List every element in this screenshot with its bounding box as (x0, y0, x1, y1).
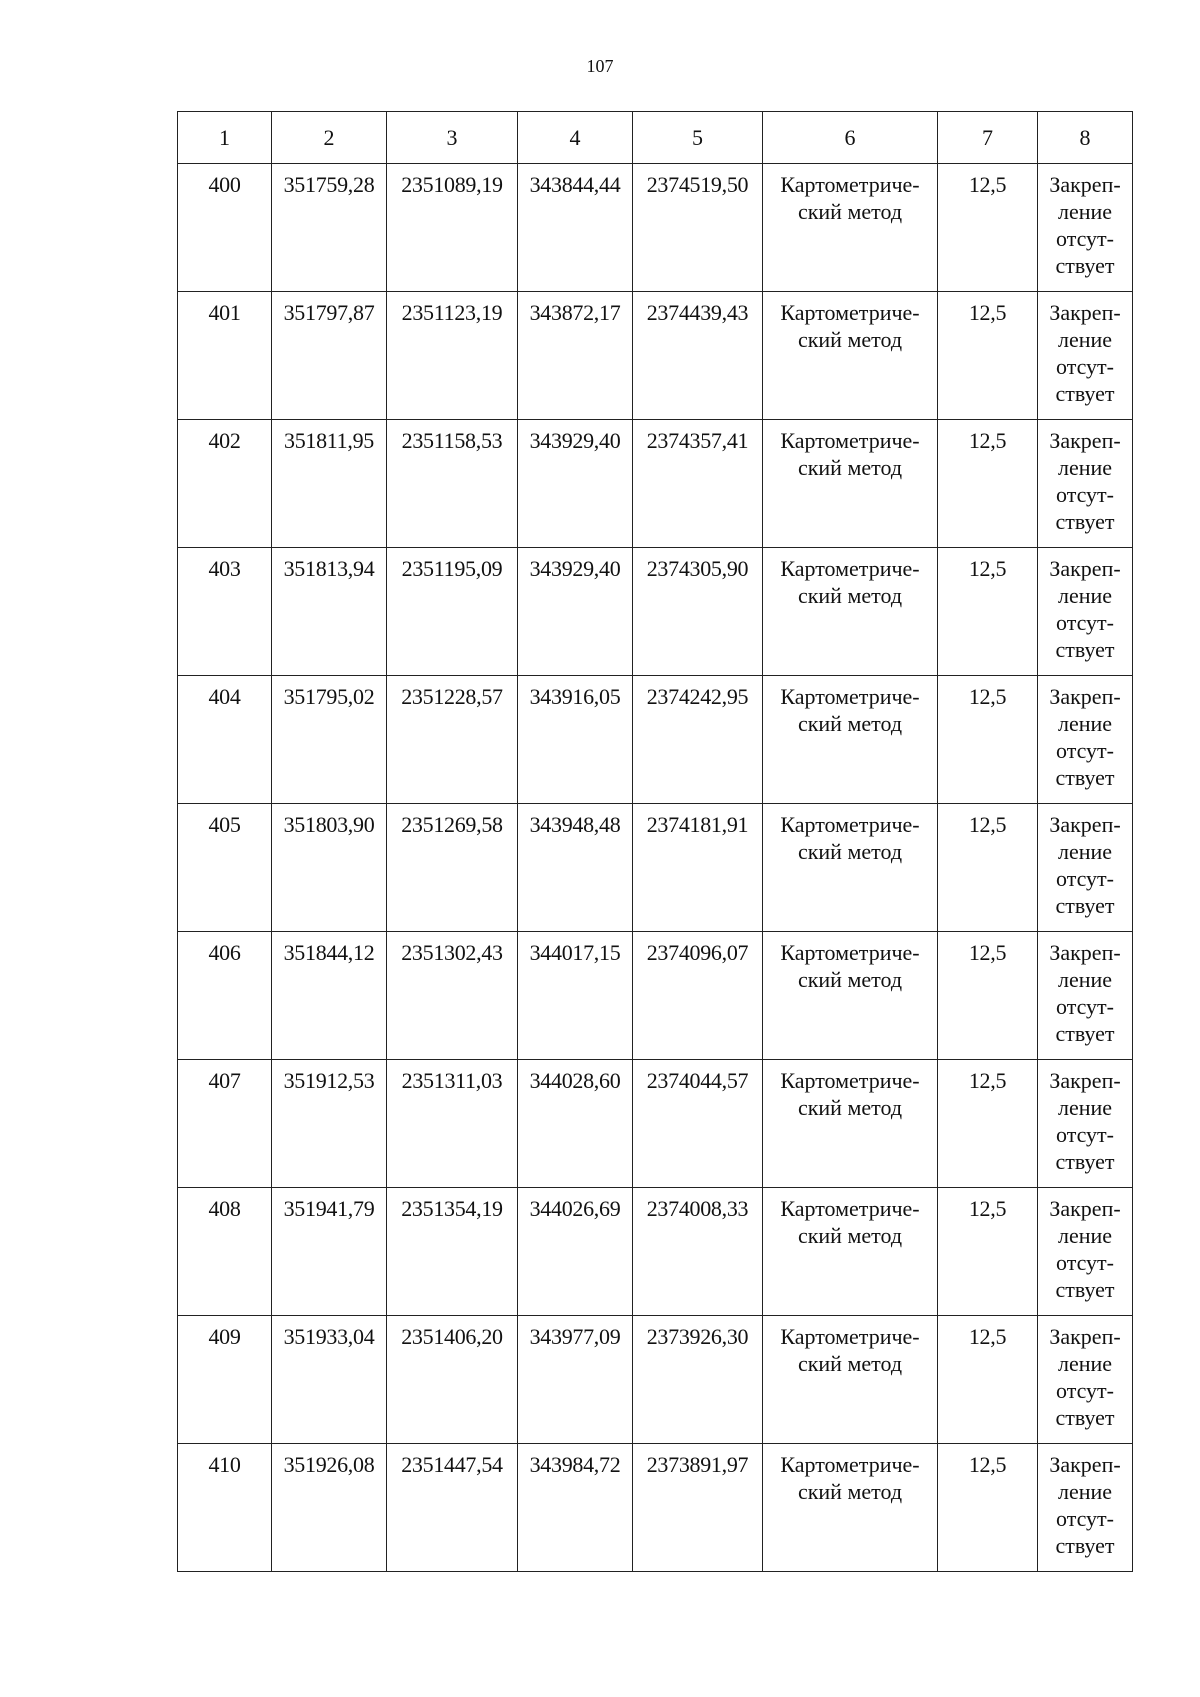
coordinate-cell-5: 2374044,57 (633, 1060, 763, 1188)
coordinate-cell-4: 343977,09 (518, 1316, 633, 1444)
coordinate-cell-5: 2374096,07 (633, 932, 763, 1060)
coordinate-cell-4: 343948,48 (518, 804, 633, 932)
fixing-cell: Закреп- ление отсут- ствует (1038, 676, 1133, 804)
coordinate-cell-2: 351926,08 (272, 1444, 387, 1572)
coordinate-cell-3: 2351406,20 (387, 1316, 518, 1444)
table-row (178, 676, 1133, 804)
coordinate-cell-2: 351933,04 (272, 1316, 387, 1444)
fixing-cell: Закреп- ление отсут- ствует (1038, 932, 1133, 1060)
method-cell: Картометриче- ский метод (763, 676, 938, 804)
coordinate-cell-5: 2374008,33 (633, 1188, 763, 1316)
fixing-cell: Закреп- ление отсут- ствует (1038, 1060, 1133, 1188)
coordinate-cell-3: 2351089,19 (387, 164, 518, 292)
coordinate-cell-3: 2351228,57 (387, 676, 518, 804)
coordinate-cell-4: 343929,40 (518, 420, 633, 548)
coordinate-cell-3: 2351311,03 (387, 1060, 518, 1188)
point-number-cell: 409 (178, 1316, 272, 1444)
coordinate-cell-4: 344026,69 (518, 1188, 633, 1316)
method-cell: Картометриче- ский метод (763, 420, 938, 548)
point-number-cell: 402 (178, 420, 272, 548)
fixing-cell: Закреп- ление отсут- ствует (1038, 804, 1133, 932)
table-row (178, 548, 1133, 676)
coordinate-cell-4: 343929,40 (518, 548, 633, 676)
point-number-cell: 407 (178, 1060, 272, 1188)
coordinate-cell-5: 2373891,97 (633, 1444, 763, 1572)
table-body (178, 164, 1133, 1572)
coordinate-cell-2: 351803,90 (272, 804, 387, 932)
header-cell-3: 3 (387, 112, 518, 164)
accuracy-cell: 12,5 (938, 420, 1038, 548)
header-cell-8: 8 (1038, 112, 1133, 164)
header-cell-1: 1 (178, 112, 272, 164)
point-number-cell: 403 (178, 548, 272, 676)
fixing-cell: Закреп- ление отсут- ствует (1038, 1188, 1133, 1316)
fixing-cell: Закреп- ление отсут- ствует (1038, 420, 1133, 548)
accuracy-cell: 12,5 (938, 164, 1038, 292)
coordinate-cell-4: 343916,05 (518, 676, 633, 804)
fixing-cell: Закреп- ление отсут- ствует (1038, 164, 1133, 292)
method-cell: Картометриче- ский метод (763, 548, 938, 676)
coordinate-cell-3: 2351195,09 (387, 548, 518, 676)
method-cell: Картометриче- ский метод (763, 804, 938, 932)
accuracy-cell: 12,5 (938, 1060, 1038, 1188)
table-row (178, 932, 1133, 1060)
accuracy-cell: 12,5 (938, 1188, 1038, 1316)
point-number-cell: 408 (178, 1188, 272, 1316)
header-cell-4: 4 (518, 112, 633, 164)
table-row (178, 1060, 1133, 1188)
coordinate-cell-3: 2351302,43 (387, 932, 518, 1060)
coordinate-cell-3: 2351158,53 (387, 420, 518, 548)
coordinate-cell-3: 2351123,19 (387, 292, 518, 420)
coordinate-cell-2: 351813,94 (272, 548, 387, 676)
accuracy-cell: 12,5 (938, 1316, 1038, 1444)
coordinate-cell-3: 2351269,58 (387, 804, 518, 932)
accuracy-cell: 12,5 (938, 1444, 1038, 1572)
coordinates-table (177, 111, 1133, 1572)
table-row (178, 1316, 1133, 1444)
method-cell: Картометриче- ский метод (763, 1316, 938, 1444)
coordinate-cell-5: 2374305,90 (633, 548, 763, 676)
coordinate-cell-2: 351795,02 (272, 676, 387, 804)
coordinate-cell-2: 351797,87 (272, 292, 387, 420)
coordinate-cell-2: 351811,95 (272, 420, 387, 548)
header-row (178, 112, 1133, 164)
accuracy-cell: 12,5 (938, 676, 1038, 804)
coordinate-cell-5: 2374519,50 (633, 164, 763, 292)
accuracy-cell: 12,5 (938, 932, 1038, 1060)
coordinate-cell-2: 351912,53 (272, 1060, 387, 1188)
method-cell: Картометриче- ский метод (763, 932, 938, 1060)
fixing-cell: Закреп- ление отсут- ствует (1038, 548, 1133, 676)
page-number: 107 (586, 56, 614, 76)
coordinate-cell-5: 2373926,30 (633, 1316, 763, 1444)
accuracy-cell: 12,5 (938, 292, 1038, 420)
coordinate-cell-4: 344017,15 (518, 932, 633, 1060)
method-cell: Картометриче- ский метод (763, 1188, 938, 1316)
coordinate-cell-5: 2374242,95 (633, 676, 763, 804)
coordinate-cell-3: 2351447,54 (387, 1444, 518, 1572)
method-cell: Картометриче- ский метод (763, 1444, 938, 1572)
method-cell: Картометриче- ский метод (763, 292, 938, 420)
accuracy-cell: 12,5 (938, 548, 1038, 676)
table-row (178, 1444, 1133, 1572)
table-row (178, 164, 1133, 292)
method-cell: Картометриче- ский метод (763, 164, 938, 292)
header-cell-2: 2 (272, 112, 387, 164)
coordinate-cell-2: 351759,28 (272, 164, 387, 292)
point-number-cell: 405 (178, 804, 272, 932)
coordinate-cell-2: 351941,79 (272, 1188, 387, 1316)
header-cell-5: 5 (633, 112, 763, 164)
point-number-cell: 410 (178, 1444, 272, 1572)
coordinate-cell-5: 2374181,91 (633, 804, 763, 932)
table-row (178, 420, 1133, 548)
header-cell-7: 7 (938, 112, 1038, 164)
point-number-cell: 400 (178, 164, 272, 292)
coordinate-cell-5: 2374357,41 (633, 420, 763, 548)
table-row (178, 1188, 1133, 1316)
accuracy-cell: 12,5 (938, 804, 1038, 932)
coordinate-cell-4: 343984,72 (518, 1444, 633, 1572)
coordinate-cell-4: 343872,17 (518, 292, 633, 420)
point-number-cell: 401 (178, 292, 272, 420)
coordinate-cell-2: 351844,12 (272, 932, 387, 1060)
fixing-cell: Закреп- ление отсут- ствует (1038, 1316, 1133, 1444)
point-number-cell: 404 (178, 676, 272, 804)
coordinate-cell-4: 343844,44 (518, 164, 633, 292)
table-row (178, 292, 1133, 420)
point-number-cell: 406 (178, 932, 272, 1060)
fixing-cell: Закреп- ление отсут- ствует (1038, 292, 1133, 420)
table-header (178, 112, 1133, 164)
header-cell-6: 6 (763, 112, 938, 164)
method-cell: Картометриче- ский метод (763, 1060, 938, 1188)
coordinate-cell-5: 2374439,43 (633, 292, 763, 420)
coordinate-cell-4: 344028,60 (518, 1060, 633, 1188)
coordinate-cell-3: 2351354,19 (387, 1188, 518, 1316)
fixing-cell: Закреп- ление отсут- ствует (1038, 1444, 1133, 1572)
table-row (178, 804, 1133, 932)
